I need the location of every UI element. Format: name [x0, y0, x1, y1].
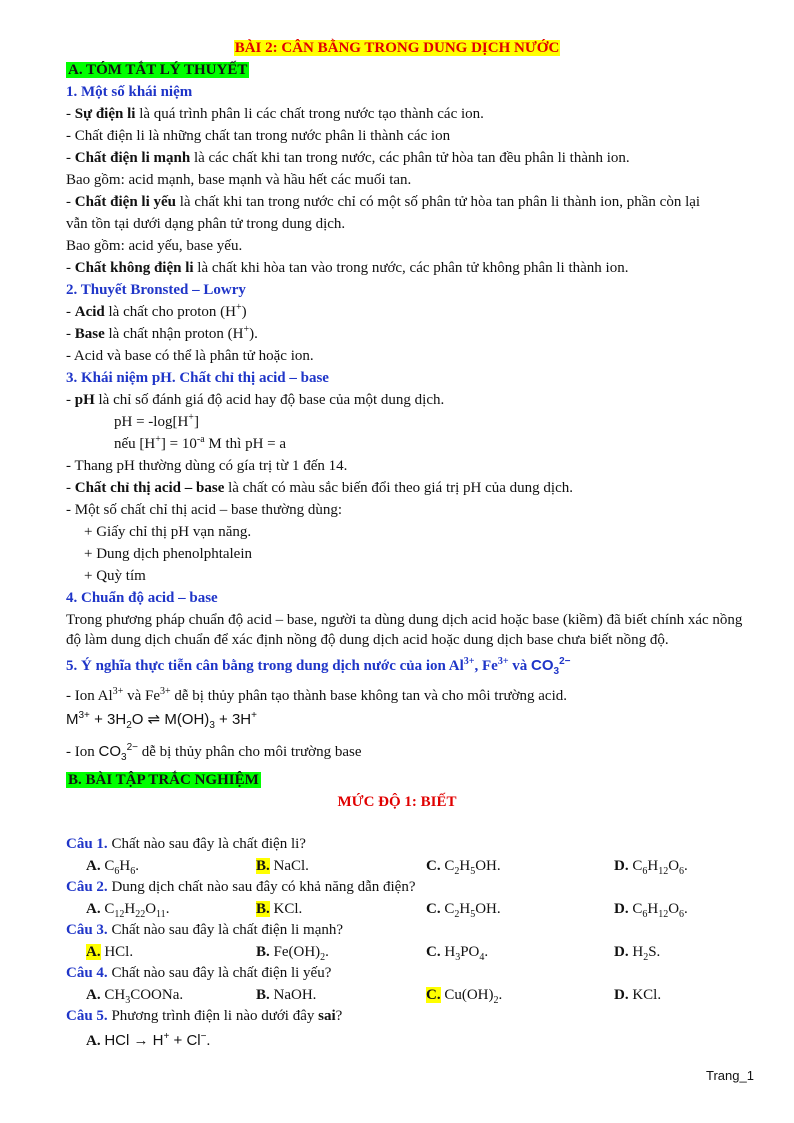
list-item: + Giấy chỉ thị pH vạn năng. — [84, 524, 252, 540]
page-title: BÀI 2: CÂN BẰNG TRONG DUNG DỊCH NƯỚC — [234, 40, 560, 56]
paragraph: - Chất không điện li là chất khi hòa tan vào trong nước, các phân tử không phân li thành ion. — [66, 260, 629, 276]
question-1: Câu 1. Chất nào sau đây là chất điện li? — [66, 836, 306, 852]
formula-ph: pH = -log[H+] — [114, 412, 199, 430]
paragraph: - Chất điện li là những chất tan trong nước phân li thành các ion — [66, 128, 451, 144]
question-3: Câu 3. Chất nào sau đây là chất điện li mạnh? — [66, 922, 344, 938]
list-item: + Dung dịch phenolphtalein — [84, 546, 253, 562]
paragraph: - Chất chỉ thị acid – base là chất có màu sắc biến đổi theo giá trị pH của dung dịch. — [66, 480, 573, 496]
paragraph: vẫn tồn tại dưới dạng phân tử trong dung dịch. — [66, 216, 346, 232]
option-c[interactable]: C. $C_2H_5OH$. — [426, 901, 501, 920]
heading-1: 1. Một số khái niệm — [66, 84, 193, 100]
paragraph: - Acid và base có thể là phân tử hoặc ion. — [66, 348, 314, 364]
option-a[interactable]: A. $C_{12}H_{22}O_{11}$. — [86, 901, 170, 920]
paragraph: - Một số chất chỉ thị acid – base thường dùng: — [66, 502, 343, 518]
paragraph: Bao gồm: acid yếu, base yếu. — [66, 238, 243, 254]
page-number: Trang_1 — [706, 1068, 754, 1083]
option-a[interactable]: A. $C_6H_6$. — [86, 858, 139, 877]
option-d[interactable]: D. $C_6H_{12}O_6$. — [614, 901, 688, 920]
question-5: Câu 5. Phương trình điện li nào dưới đây sai? — [66, 1008, 343, 1024]
option-a[interactable]: A. HCl → H+ + Cl−. — [86, 1031, 211, 1049]
option-a-correct[interactable]: A. HCl. — [86, 944, 134, 960]
option-d[interactable]: D. $C_6H_{12}O_6$. — [614, 858, 688, 877]
option-b-correct[interactable]: B. NaCl. — [256, 858, 309, 874]
question-4: Câu 4. Chất nào sau đây là chất điện li yếu? — [66, 965, 332, 981]
paragraph: - Acid là chất cho proton (H+) — [66, 302, 247, 320]
formula-ph-rule: nếu $[H^+] = 10^{-a}$ M thì pH = a — [114, 434, 287, 452]
heading-2: 2. Thuyết Bronsted – Lowry — [66, 282, 246, 298]
question-2: Câu 2. Dung dịch chất nào sau đây có khả năng dẫn điện? — [66, 879, 416, 895]
section-a-heading: A. TÓM TẮT LÝ THUYẾT — [68, 62, 248, 78]
list-item: + Quỳ tím — [84, 568, 146, 584]
paragraph: - Ion $CO_3^{2-}$ dễ bị thủy phân cho môi trường base — [66, 742, 362, 763]
paragraph: - Chất điện li yếu là chất khi tan trong nước chỉ có một số phân tử hòa tan phân li thành ion, phần còn lại — [66, 194, 701, 210]
option-c[interactable]: C. $C_2H_5OH$. — [426, 858, 501, 877]
equation-hydrolysis: $M^{3+} + 3H_2O$ ⇌ $M(OH)_3 + 3H^+$ — [66, 710, 257, 731]
section-b-heading: B. BÀI TẬP TRẮC NGHIỆM — [68, 772, 259, 788]
option-c[interactable]: C. $H_3PO_4$. — [426, 944, 489, 963]
paragraph: Bao gồm: acid mạnh, base mạnh và hầu hết các muối tan. — [66, 172, 412, 188]
option-b[interactable]: B. $Fe(OH)_2$. — [256, 944, 329, 963]
option-b[interactable]: B. NaOH. — [256, 987, 317, 1003]
option-a[interactable]: A. $CH_3COONa$. — [86, 987, 184, 1006]
paragraph: - pH là chỉ số đánh giá độ acid hay độ base của một dung dịch. — [66, 392, 445, 408]
paragraph: - Thang pH thường dùng có gía trị từ 1 đến 14. — [66, 458, 348, 474]
level-heading: MỨC ĐỘ 1: BIẾT — [337, 794, 457, 810]
option-d[interactable]: D. KCl. — [614, 987, 662, 1003]
heading-5: 5. Ý nghĩa thực tiễn cân bằng trong dung dịch nước của ion $Al^{3+}$, $Fe^{3+}$ và $CO_3^{2-}$ — [66, 656, 571, 677]
paragraph: - Chất điện li mạnh là các chất khi tan trong nước, các phân tử hòa tan đều phân li thành ion. — [66, 150, 630, 166]
heading-3: 3. Khái niệm pH. Chất chỉ thị acid – base — [66, 370, 329, 386]
option-c-correct[interactable]: C. $Cu(OH)_2$. — [426, 987, 503, 1006]
paragraph: Trong phương pháp chuẩn độ acid – base, người ta dùng dung dịch acid hoặc base (kiềm) đã biết chính xác nồng độ làm dung dịch chuẩn để xác định nồng độ dung dịch acid hoặc dung dịch base chưa biết nồng độ. — [66, 612, 743, 648]
paragraph: - Base là chất nhận proton (H+). — [66, 324, 258, 342]
heading-4: 4. Chuẩn độ acid – base — [66, 590, 218, 606]
option-b-correct[interactable]: B. KCl. — [256, 901, 303, 917]
paragraph: - Sự điện li là quá trình phân li các chất trong nước tạo thành các ion. — [66, 106, 484, 122]
paragraph: - Ion $Al^{3+}$ và $Fe^{3+}$ dễ bị thủy phân tạo thành base không tan và cho môi trường acid. — [66, 686, 568, 704]
option-d[interactable]: D. $H_2S$. — [614, 944, 661, 963]
